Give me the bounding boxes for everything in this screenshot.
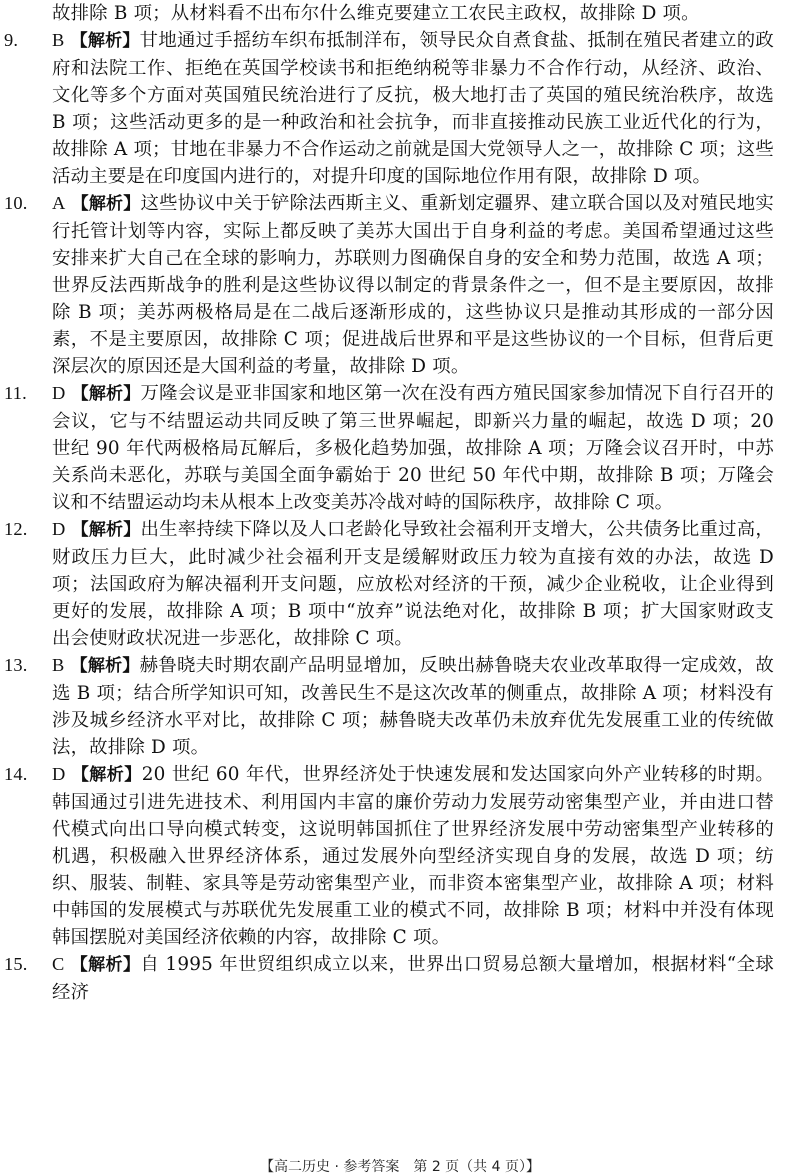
answer-entry-11 bbox=[4, 380, 774, 516]
answer-letter: D bbox=[52, 383, 66, 403]
analysis-text: 万隆会议是亚非国家和地区第一次在没有西方殖民国家参加情况下自行召开的会议，它与不结盟运动共同反映了第三世界崛起，即新兴力量的崛起，故选 D 项；20 世纪 90 年代两极格局瓦解后，多极化趋势加强，故排除 A 项；万隆会议召开时，中苏关系尚未恶化，苏联与美国全面争霸始于 20 世纪 50 年代中期，故排除 B 项；万隆会议和不结盟运动均未从根本上改变美苏冷战对峙的国际秩序，故排除 C 项。 bbox=[52, 383, 774, 513]
analysis-text: 自 1995 年世贸组织成立以来，世界出口贸易总额大量增加，根据材料“全球经济 bbox=[52, 954, 774, 1003]
answer-letter: C bbox=[52, 954, 65, 974]
answer-entry-10 bbox=[4, 190, 774, 380]
page-footer: 【高二历史 · 参考答案 第 2 页（共 4 页）】 bbox=[260, 1159, 540, 1175]
question-number: 9. bbox=[4, 30, 19, 50]
question-number: 13. bbox=[4, 655, 28, 675]
answer-entry-9 bbox=[4, 27, 774, 190]
answer-entry-12 bbox=[4, 516, 774, 652]
analysis-tag: 【解析】 bbox=[71, 194, 141, 214]
analysis-text: 20 世纪 60 年代，世界经济处于快速发展和发达国家向外产业转移的时期。韩国通过引进先进技术、利用国内丰富的廉价劳动力发展劳动密集型产业，并由进口替代模式向出口导向模式转变，这说明韩国抓住了世界经济发展中劳动密集型产业转移的机遇，积极融入世界经济体系，通过发展外向型经济实现自身的发展，故选 D 项；纺织、服装、制鞋、家具等是劳动密集型产业，而非资本密集型产业，故排除 A 项；材料中韩国的发展模式与苏联优先发展重工业的模式不同，故排除 B 项；材料中并没有体现韩国摆脱对美国经济依赖的内容，故排除 C 项。 bbox=[52, 764, 774, 948]
analysis-tag: 【解析】 bbox=[71, 520, 141, 540]
analysis-text: 出生率持续下降以及人口老龄化导致社会福利开支增大，公共债务比重过高，财政压力巨大，此时减少社会福利开支是缓解财政压力较为直接有效的办法，故选 D 项；法国政府为解决福利开支问题，应放松对经济的干预，减少企业税收，让企业得到更好的发展，故排除 A 项；B 项中“放弃”说法绝对化，故排除 B 项；扩大国家财政支出会使财政状况进一步恶化，故排除 C 项。 bbox=[52, 519, 774, 649]
analysis-text: 甘地通过手摇纺车织布抵制洋布，领导民众自煮食盐、抵制在殖民者建立的政府和法院工作、拒绝在英国学校读书和拒绝纳税等非暴力不合作行动，从经济、政治、文化等多个方面对英国殖民统治进行了反抗，极大地打击了英国的殖民统治秩序，故选 B 项；这些活动更多的是一种政治和社会抗争，而非直接推动民族工业近代化的行为，故排除 A 项；甘地在非暴力不合作运动之前就是国大党领导人之一，故排除 C 项；这些活动主要是在印度国内进行的，对提升印度的国际地位作用有限，故排除 D 项。 bbox=[52, 30, 774, 187]
question-number: 14. bbox=[4, 764, 28, 784]
analysis-text: 赫鲁晓夫时期农副产品明显增加，反映出赫鲁晓夫农业改革取得一定成效，故选 B 项；结合所学知识可知，改善民生不是这次改革的侧重点，故排除 A 项；材料没有涉及城乡经济水平对比，故排除 C 项；赫鲁晓夫改革仍未放弃优先发展重工业的传统做法，故排除 D 项。 bbox=[52, 655, 774, 758]
analysis-tag: 【解析】 bbox=[70, 656, 140, 676]
answer-entry-15 bbox=[4, 951, 774, 1006]
question-number: 10. bbox=[4, 193, 28, 213]
analysis-tag: 【解析】 bbox=[71, 765, 142, 785]
answer-letter: D bbox=[52, 519, 66, 539]
question-number: 11. bbox=[4, 383, 27, 403]
analysis-tag: 【解析】 bbox=[71, 384, 141, 404]
answer-letter: B bbox=[52, 30, 65, 50]
continued-paragraph: 故排除 B 项；从材料看不出布尔什么维克要建立工农民主政权，故排除 D 项。 bbox=[52, 3, 700, 24]
answer-letter: A bbox=[52, 193, 66, 213]
answer-letter: B bbox=[52, 655, 65, 675]
answer-entry-13 bbox=[4, 652, 774, 761]
analysis-text: 这些协议中关于铲除法西斯主义、重新划定疆界、建立联合国以及对殖民地实行托管计划等内容，实际上都反映了美苏大国出于自身利益的考虑。美国希望通过这些安排来扩大自己在全球的影响力，苏联则力图确保自身的安全和势力范围，故选 A 项；世界反法西斯战争的胜利是这些协议得以制定的背景条件之一，但不是主要原因，故排除 B 项；美苏两极格局是在二战后逐渐形成的，这些协议只是推动其形成的一部分因素，不是主要原因，故排除 C 项；促进战后世界和平是这些协议的一个目标，但背后更深层次的原因还是大国利益的考量，故排除 D 项。 bbox=[52, 193, 774, 377]
analysis-tag: 【解析】 bbox=[70, 31, 140, 51]
answer-entry-14 bbox=[4, 761, 774, 951]
analysis-tag: 【解析】 bbox=[70, 955, 141, 975]
question-number: 12. bbox=[4, 519, 28, 539]
answer-letter: D bbox=[52, 764, 66, 784]
question-number: 15. bbox=[4, 954, 28, 974]
